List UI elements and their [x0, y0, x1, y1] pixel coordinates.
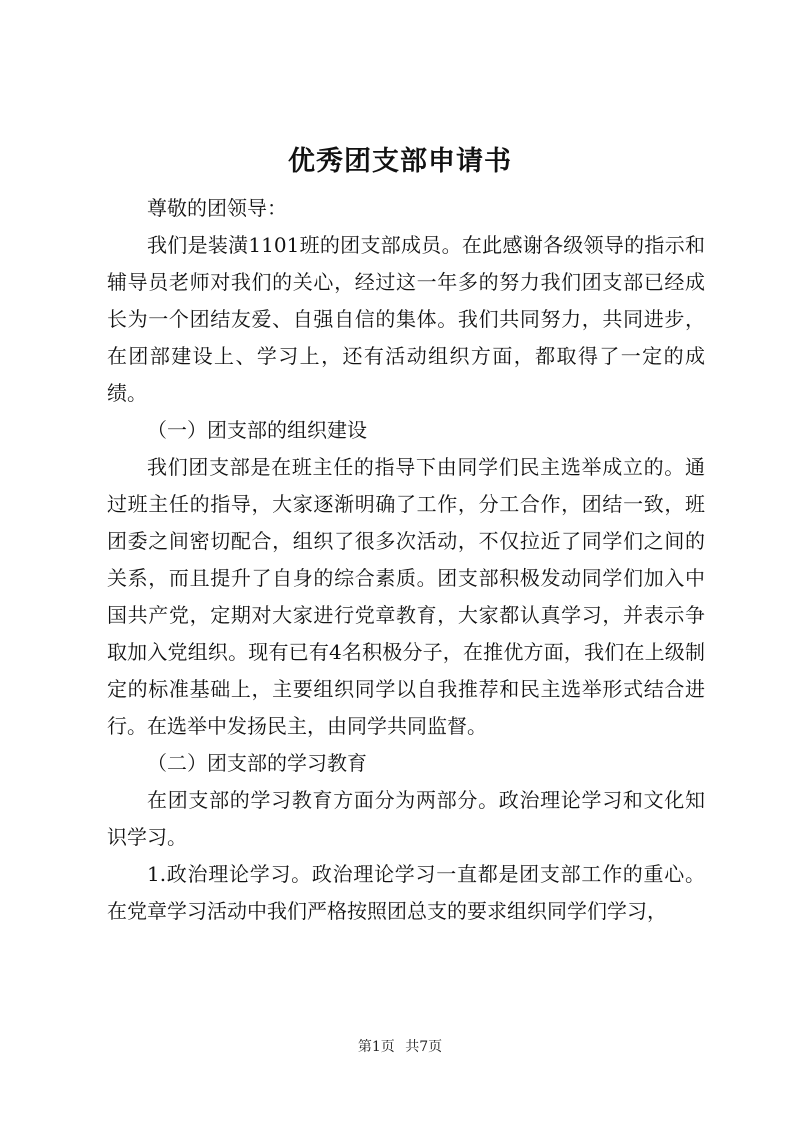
- page-total: 共7页: [405, 1039, 443, 1055]
- section-heading-study: （二）团支部的学习教育: [147, 751, 367, 775]
- study-item-political: 1.政治理论学习。政治理论学习一直都是团支部工作的重心。在党章学习活动中我们严格按照团总支的要求组织同学们学习，: [107, 862, 705, 923]
- section-heading-organization: （一）团支部的组织建设: [147, 418, 367, 442]
- study-paragraph: 在团支部的学习教育方面分为两部分。政治理论学习和文化知识学习。: [107, 788, 705, 849]
- document-title: 优秀团支部申请书: [288, 146, 512, 177]
- organization-paragraph: 我们团支部是在班主任的指导下由同学们民主选举成立的。通过班主任的指导，大家逐渐明确了工作，分工合作，团结一致，班团委之间密切配合，组织了很多次活动，不仅拉近了同学们之间的关系，而且提升了自身的综合素质。团支部积极发动同学们加入中国共产党，定期对大家进行党章教育，大家都认真学习，并表示争取加入党组织。现有已有4名积极分子，在推优方面，我们在上级制定的标准基础上，主要组织同学以自我推荐和民主选举形式结合进行。在选举中发扬民主，由同学共同监督。: [107, 455, 705, 738]
- page-footer: [0, 1037, 800, 1057]
- salutation: 尊敬的团领导：: [147, 196, 287, 220]
- page-number: 第1页: [357, 1039, 395, 1055]
- intro-paragraph: 我们是装潢1101班的团支部成员。在此感谢各级领导的指示和辅导员老师对我们的关心，经过这一年多的努力我们团支部已经成长为一个团结友爱、自强自信的集体。我们共同努力，共同进步，在团部建设上、学习上，还有活动组织方面，都取得了一定的成绩。: [107, 233, 705, 405]
- document-body: [107, 190, 705, 930]
